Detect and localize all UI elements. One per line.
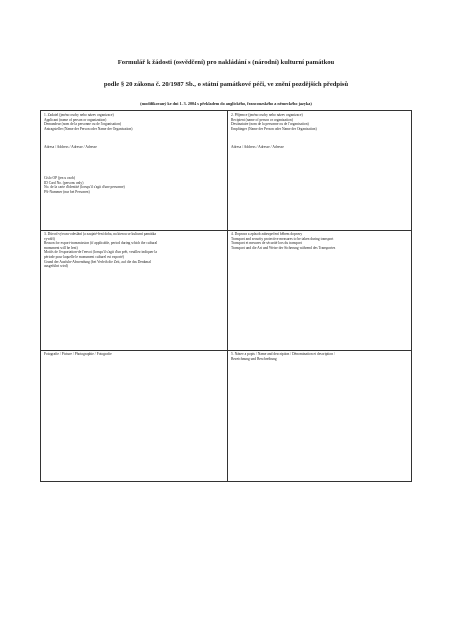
form-translation-note: (modifikovaný ke dni 1. 3. 2004 s překladem do anglického, francouzského a německého jazyka): [140, 101, 312, 106]
transport-label: 4. Doprava a způsob zabezpečení během dopravy: [231, 232, 303, 236]
form-legal-basis: podle § 20 zákona č. 20/1987 Sb., o státní památkové péči, ve znění pozdějších předpisů: [103, 81, 349, 88]
box-applicant[interactable]: [44, 113, 224, 194]
name-description-label: 5. Název a popis / Name and description / Dénomination et description /: [231, 352, 335, 356]
transport-label-en: Transport and security protective measures to be taken during transport: [231, 236, 334, 241]
box-recipient[interactable]: [231, 113, 411, 150]
applicant-id-label-en: ID Card No. (persons only): [44, 180, 84, 185]
recipient-label-de: Empfänger (Name der Person oder Name der Organisation): [231, 126, 317, 131]
name-description-label-de: Bezeichnung und Beschreibung: [231, 356, 277, 361]
applicant-label-fr: Demandeur (nom de la personne ou de l'organisation): [44, 122, 122, 127]
transport-label-fr: Transport et mesures de sécurité lors du transport: [231, 241, 302, 246]
applicant-label-en: Applicant (name of person or organization): [44, 117, 107, 122]
export-reason-label-de: Grund der Ausfuhr-Abwendung (bei Verleih die Zeit, auf die das Denkmal: [44, 259, 151, 264]
recipient-label: 2. Příjemce (jméno osoby nebo název organizace): [231, 113, 303, 117]
export-reason-label-cont: vyváží): [44, 236, 55, 241]
form-title: Formulář k žádosti (osvědčení) pro nakládání s (národní) kulturní památkou: [117, 59, 335, 66]
recipient-label-en: Recipient (name of person or organization): [231, 117, 293, 122]
export-reason-label: 3. Důvod vývozu-odeslání (a zaujaté-ření doba, na kterou se kulturní památka: [44, 232, 156, 236]
photograph-label: Fotografie / Picture / Photographie / Fotografie: [44, 352, 112, 356]
export-reason-label-en-cont: monument will be lent): [44, 245, 78, 250]
box-transport[interactable]: [231, 232, 411, 250]
column-divider: [227, 111, 228, 481]
box-photograph[interactable]: [44, 352, 224, 357]
export-reason-label-fr: Motifs de l'exportation-de l'envoi (lorsqu'il s'agit d'un prêt, veuillez indiquer la: [44, 250, 157, 255]
export-reason-label-fr-cont: période pour laquelle le monument culturel est exporté): [44, 254, 124, 259]
recipient-address-label: Adresa / Address / Adresse / Adresse: [231, 145, 284, 150]
row-divider-1: [41, 230, 411, 231]
box-name-description[interactable]: [231, 352, 411, 361]
applicant-id-label: Číslo OP (jen u osob): [44, 175, 76, 180]
recipient-label-fr: Destinataire (nom de la personne ou de l'organisation): [231, 122, 309, 127]
box-export-reason[interactable]: [44, 232, 224, 269]
applicant-id-label-fr: No. de la carte d'identité (lorsqu'il s'agit d'une personne): [44, 185, 125, 190]
applicant-label-de: Antragsteller (Name der Person oder Name der Organisation): [44, 126, 133, 131]
applicant-address-label: Adresa / Address / Adresse / Adresse: [44, 145, 97, 150]
applicant-label: 1. Žadatel (jméno osoby nebo název organizace): [44, 113, 114, 117]
export-reason-label-en: Reason for export-transmission (if applicable, period during which the cultural: [44, 241, 158, 246]
export-reason-label-de-cont: ausgeführt wird): [44, 264, 68, 269]
row-divider-2: [41, 350, 411, 351]
transport-label-de: Transport und die Art und Weise der Sicherung während des Transportes: [231, 245, 336, 250]
applicant-id-label-de: PA-Nummer (nur bei Personen): [44, 189, 90, 194]
form-table: [40, 110, 412, 482]
